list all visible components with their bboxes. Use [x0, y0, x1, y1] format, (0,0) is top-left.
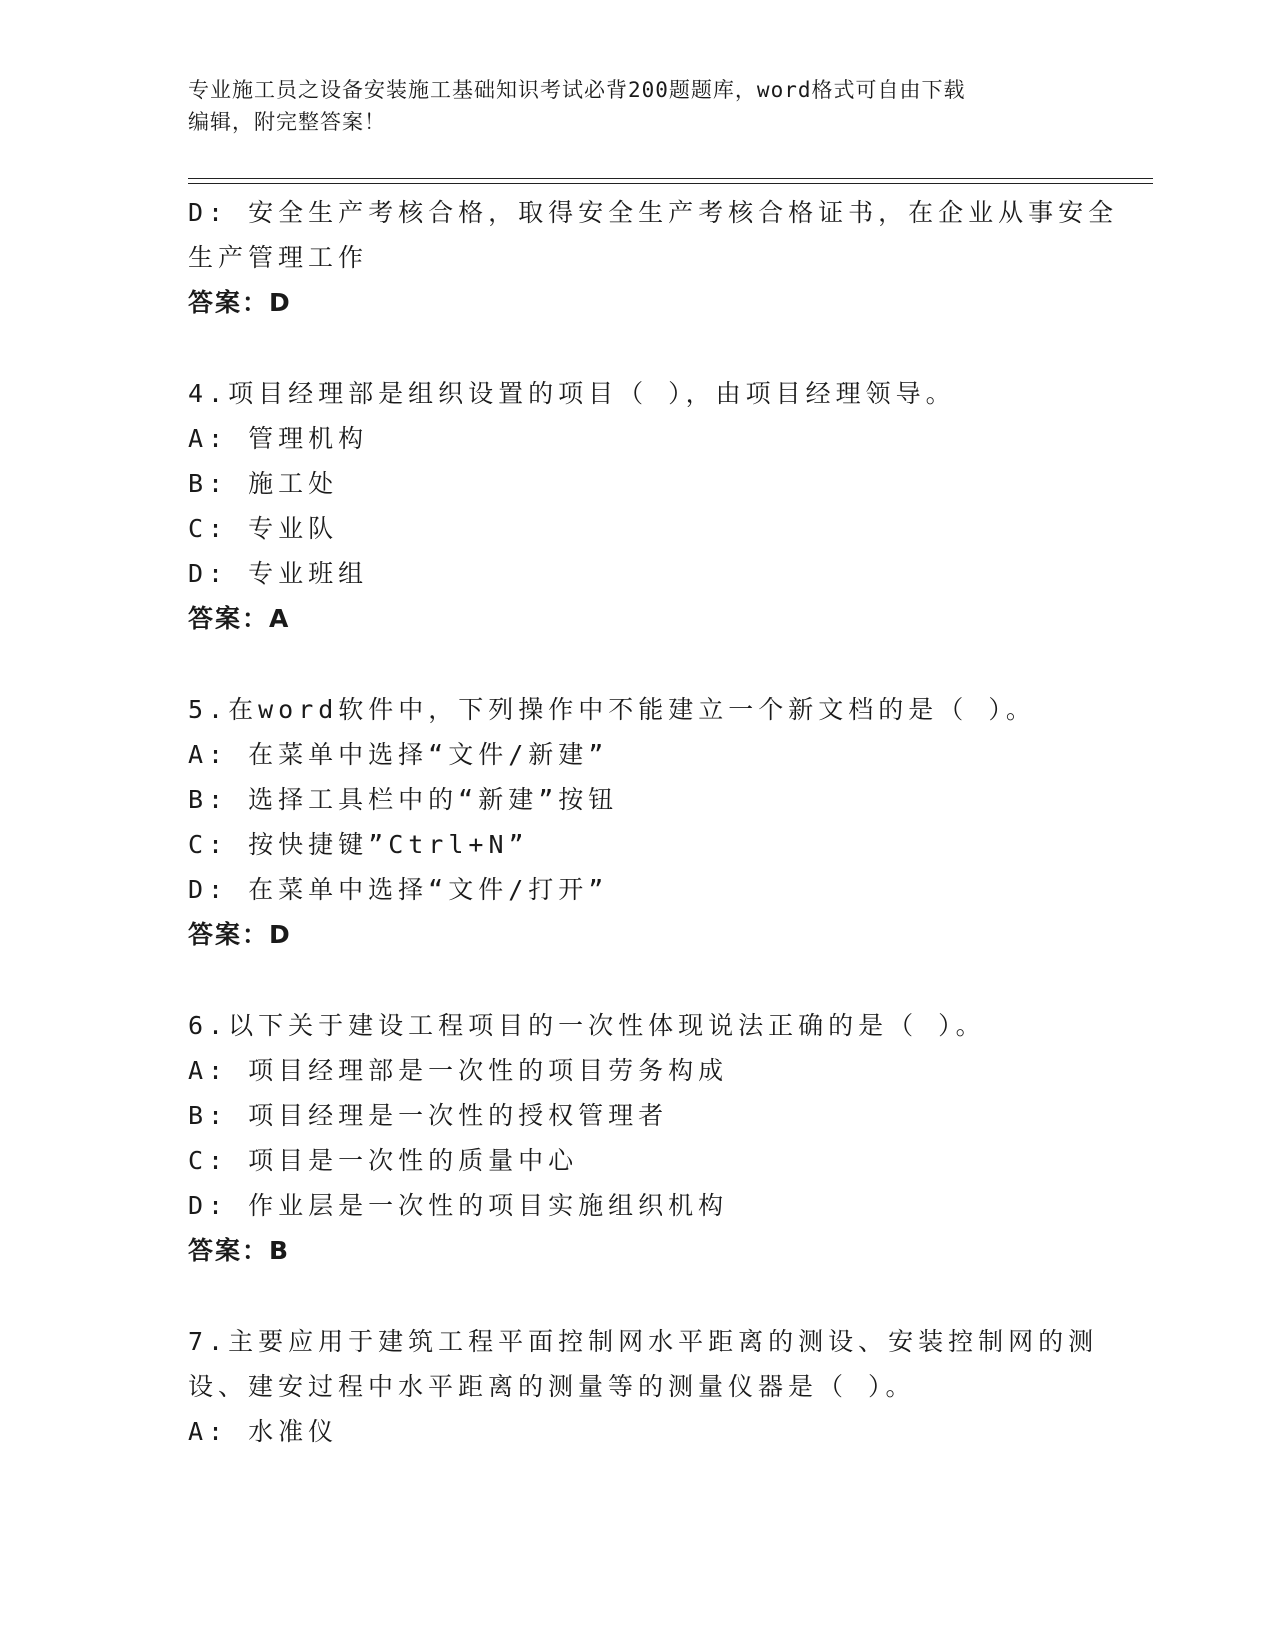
- option-a: A: 管理机构: [188, 424, 369, 453]
- question-7: [188, 1319, 1099, 1454]
- option-d: D: 作业层是一次性的项目实施组织机构: [188, 1191, 729, 1220]
- option-a: A: 在菜单中选择“文件/新建”: [188, 740, 609, 769]
- header-title-line-2: 编辑，附完整答案！: [188, 110, 386, 134]
- question-text: 6.以下关于建设工程项目的一次性体现说法正确的是（ ）。: [188, 1011, 986, 1040]
- option-a: A: 项目经理部是一次性的项目劳务构成: [188, 1056, 729, 1085]
- question-4: [188, 371, 1088, 641]
- question-text: 5.在word软件中，下列操作中不能建立一个新文档的是（ ）。: [188, 695, 1036, 724]
- question-text: 4.项目经理部是组织设置的项目（ ），由项目经理领导。: [188, 379, 956, 408]
- answer: 答案：D: [188, 920, 292, 949]
- option-d: D: 专业班组: [188, 559, 369, 588]
- header-title-line-1: 专业施工员之设备安装施工基础知识考试必背200题题库，word格式可自由下载: [188, 78, 966, 102]
- option-d: D: 在菜单中选择“文件/打开”: [188, 875, 609, 904]
- option-c: C: 按快捷键”Ctrl+N”: [188, 830, 529, 859]
- document-header: [188, 74, 1088, 138]
- question-3-tail: [188, 190, 1119, 325]
- question-text-line-1: 7.主要应用于建筑工程平面控制网水平距离的测设、安装控制网的测: [188, 1327, 1099, 1356]
- option-a: A: 水准仪: [188, 1417, 339, 1446]
- option-c: C: 专业队: [188, 514, 339, 543]
- header-divider-bottom: [188, 183, 1153, 184]
- option-b: B: 施工处: [188, 469, 339, 498]
- option-d-line-1: D: 安全生产考核合格，取得安全生产考核合格证书，在企业从事安全: [188, 198, 1119, 227]
- option-b: B: 项目经理是一次性的授权管理者: [188, 1101, 669, 1130]
- answer: 答案：A: [188, 604, 291, 633]
- question-text-line-2: 设、建安过程中水平距离的测量等的测量仪器是（ ）。: [188, 1372, 916, 1401]
- answer: 答案：B: [188, 1236, 291, 1265]
- answer: 答案：D: [188, 288, 292, 317]
- question-5: [188, 687, 1088, 957]
- option-c: C: 项目是一次性的质量中心: [188, 1146, 579, 1175]
- option-d-line-2: 生产管理工作: [188, 243, 369, 272]
- question-6: [188, 1003, 1088, 1273]
- option-b: B: 选择工具栏中的“新建”按钮: [188, 785, 619, 814]
- header-divider-top: [188, 178, 1153, 179]
- document-body: [188, 190, 1119, 1454]
